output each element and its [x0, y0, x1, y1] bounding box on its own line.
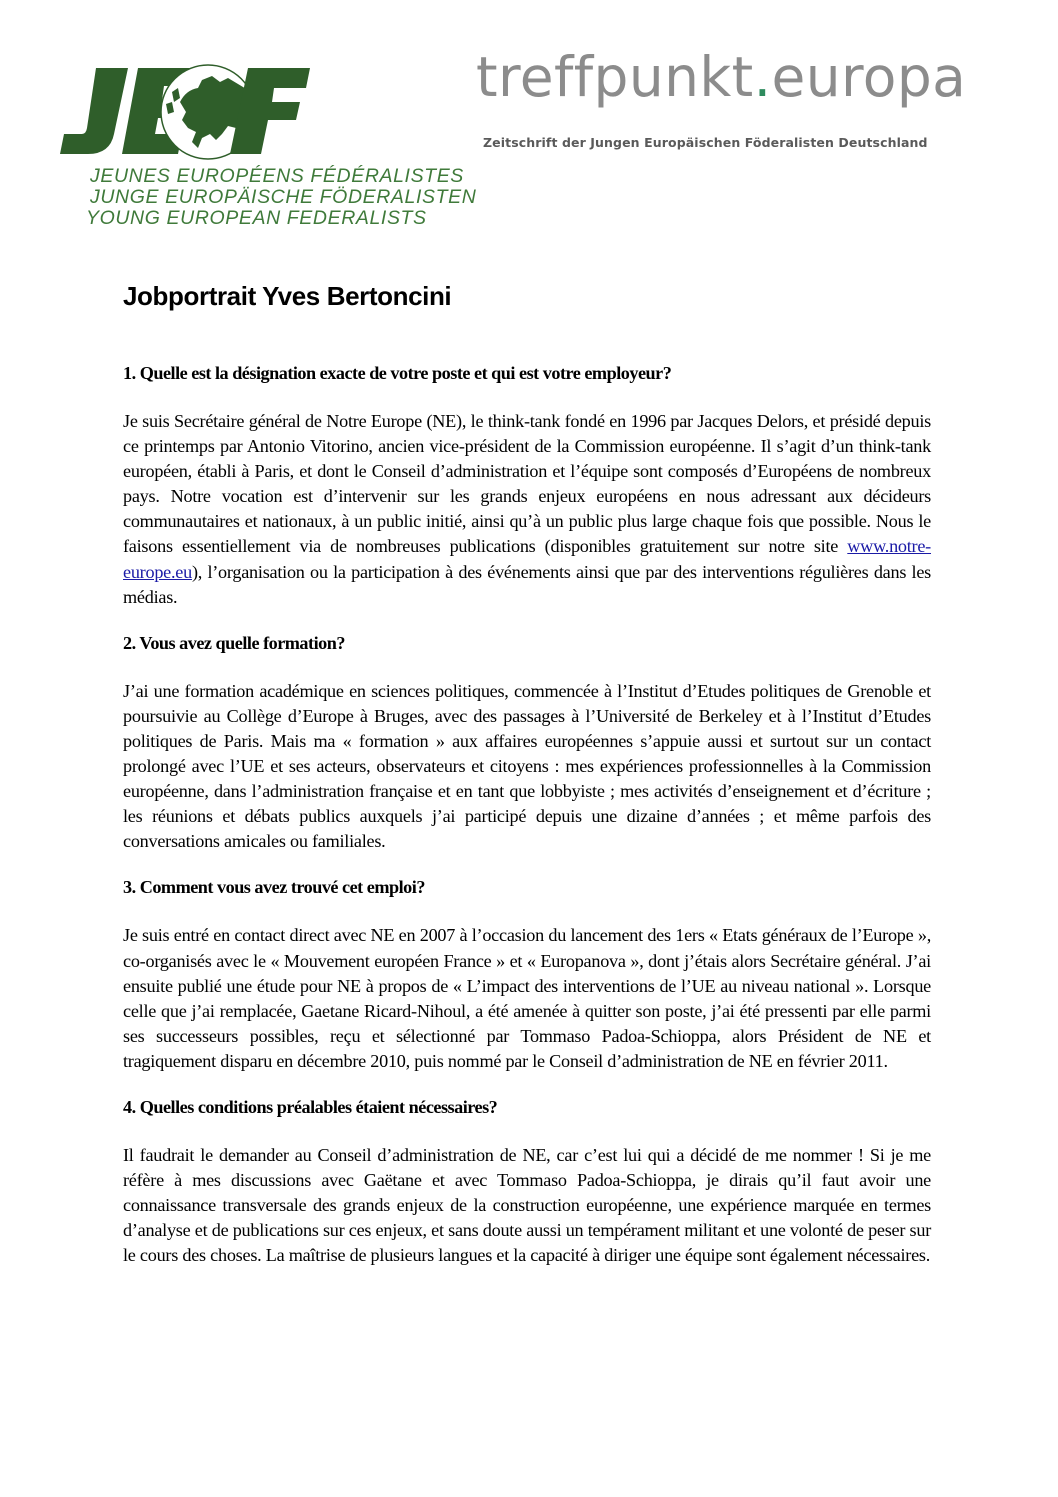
brand-part2: europa: [771, 45, 967, 109]
answer-paragraph: Je suis entré en contact direct avec NE en 2007 à l’occasion du lancement des 1ers « Etats généraux de l’Europe », co-organisés avec le « Mouvement européen France » et « Europanova », dont j’étais alors Secrétaire général. J’ai ensuite publié une étude pour NE à propos de « L’impact des interventions de l’UE au niveau national ». Lorsque celle que j’ai remplacée, Gaetane Ricard-Nihoul, a été amenée à quitter son poste, j’ai été pressenti par elle parmi ses successeurs possibles, reçu et sélectionné par Tommaso Padoa-Schioppa, alors Président de NE et tragiquement disparu en décembre 2010, puis nommé par le Conseil d’administration de NE en février 2011.: [123, 925, 931, 1071]
brand-subtitle: Zeitschrift der Jungen Europäischen Föderalisten Deutschland: [483, 135, 928, 150]
qa-section-1: [123, 362, 931, 610]
qa-section-4: [123, 1096, 931, 1268]
jef-logo: [52, 62, 477, 232]
question-heading: 1. Quelle est la désignation exacte de votre poste et qui est votre employeur?: [123, 363, 672, 383]
question-heading: 4. Quelles conditions préalables étaient nécessaires?: [123, 1096, 498, 1117]
answer-text-after-link: ), l’organisation ou la participation à des événements ainsi que par des interventions régulières dans les médias.: [123, 561, 931, 607]
answer-paragraph: [123, 409, 931, 610]
document-body: [123, 362, 931, 1290]
notre-europe-link[interactable]: www.notre-europe.eu: [123, 536, 931, 582]
question-heading: 3. Comment vous avez trouvé cet emploi?: [123, 877, 425, 898]
jef-tagline-en: YOUNG EUROPEAN FEDERALISTS: [86, 207, 427, 229]
jef-tagline-de: JUNGE EUROPÄISCHE FÖDERALISTEN: [90, 186, 477, 208]
brand-dot: .: [753, 45, 772, 109]
page-title: Jobportrait Yves Bertoncini: [123, 281, 452, 311]
jef-tagline-fr: JEUNES EUROPÉENS FÉDÉRALISTES: [90, 165, 464, 187]
jef-logo-mark: [52, 62, 312, 162]
qa-section-3: [123, 876, 931, 1074]
jef-letter-j: [60, 68, 128, 154]
brand-part1: treffpunkt: [476, 45, 754, 109]
answer-paragraph: Il faudrait le demander au Conseil d’administration de NE, car c’est lui qui a décidé de me nommer ! Si je me réfère à mes discussions avec Gaëtane et avec Tommaso Padoa-Schioppa, je dirais qu’il faut avoir une connaissance transversale des grands enjeux de la construction européenne, une expérience marquée en termes d’analyse et de publications sur ces enjeux, et sans doute aussi un tempérament militant et une volonté de peser sur le cours des choses. La maîtrise de plusieurs langues et la capacité à diriger une équipe sont également nécessaires.: [123, 1144, 931, 1266]
treffpunkt-europa-logo: [476, 42, 966, 112]
answer-paragraph: J’ai une formation académique en sciences politiques, commencée à l’Institut d’Etudes politiques de Grenoble et poursuivie au Collège d’Europe à Bruges, avec des passages à l’Université de Berkeley et à l’Institut d’Etudes politiques de Paris. Mais ma « formation » aux affaires européennes s’appuie aussi et surtout sur un contact prolongé avec l’UE et ses acteurs, observateurs et citoyens : mes expériences professionnelles à la Commission européenne, dans l’administration française et en tant que lobbyiste ; mes activités d’enseignement et d’écriture ; les réunions et débats publics auxquels j’ai participé depuis une dizaine d’années ; et même parfois des conversations amicales ou familiales.: [123, 680, 931, 852]
qa-section-2: [123, 632, 931, 855]
question-heading: 2. Vous avez quelle formation?: [123, 632, 345, 653]
answer-text-before-link: Je suis Secrétaire général de Notre Europe (NE), le think-tank fondé en 1996 par Jacques Delors, et présidé depuis ce printemps par Antonio Vitorino, ancien vice-président de la Commission européenne. Il s’agit d’un think-tank européen, établi à Paris, et dont le Conseil d’administration et l’équipe sont composés d’Européens de nombreux pays. Notre vocation est d’intervenir sur les grands enjeux européens en nous adressant aux décideurs communautaires et nationaux, à un public initié, ainsi qu’à un public plus large chaque fois que possible. Nous le faisons essentiellement via de nombreuses publications (disponibles gratuitement sur notre site: [123, 411, 931, 557]
jef-tagline: [86, 165, 477, 229]
